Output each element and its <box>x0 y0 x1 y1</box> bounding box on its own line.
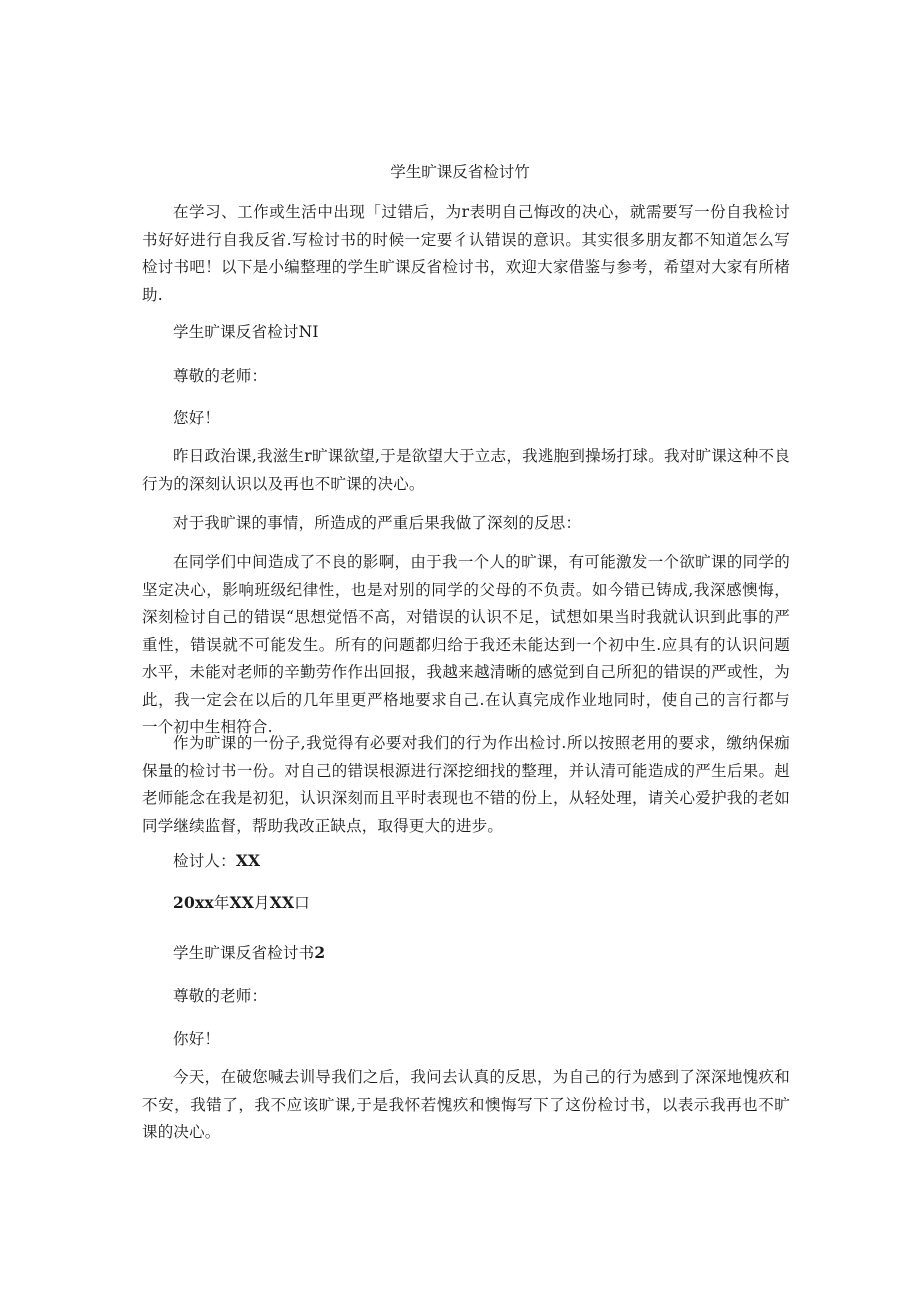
document-title: 学生旷课反省检讨竹 <box>390 163 530 181</box>
letter1-heading: 学生旷课反省检讨NI <box>173 323 319 341</box>
date-month-unit: 月 <box>254 894 270 912</box>
letter1-paragraph-2: 对于我旷课的事情，所造成的严重后果我做了深刻的反思： <box>173 514 582 532</box>
signer-name: XX <box>235 851 261 870</box>
date-day: XX <box>269 893 295 912</box>
signer-label: 检讨人： <box>173 852 236 870</box>
letter1-paragraph-3: 在同学们中间造成了不良的影啊，由于我一个人的旷课，有可能激发一个欲旷课的同学的坚定决心，影响班级纪律性，也是对别的同学的父母的不负责。如今错已铸成,我深感懊悔，深刻检讨自己的错误“思想觉悟不高，对错误的认识不足，试想如果当时我就认识到此事的严重性，错误就不可能发生。所有的问题都归给于我还未能达到一个初中生.应具有的认识问题水平，未能对老师的辛勤劳作作出回报，我越来越清晰的感觉到自己所犯的错误的严或性，为此，我一定会在以后的几年里更严格地要求自己.在认真完成作业地同时，使自己的言行都与一个初中生相符合. <box>142 553 790 736</box>
letter2-greeting: 你好！ <box>173 1030 221 1048</box>
letter1-salutation: 尊敬的老师： <box>173 367 268 385</box>
letter1-greeting: 您好！ <box>173 409 221 427</box>
intro-paragraph: 在学习、工作或生活中出现「过错后，为r表明自己悔改的决心，就需要写一份自我检讨书好好进行自我反省.写检讨书的时候一定要彳认错误的意识。其实很多朋友都不知道怎么写检讨书吧！以下是小编整理的学生旷课反省检讨书，欢迎大家借鉴与参考，希望对大家有所楮助. <box>142 203 790 304</box>
letter2-heading-number: 2 <box>314 943 326 962</box>
letter2-paragraph-1: 今天，在破您喊去训导我们之后，我问去认真的反思，为自己的行为感到了深深地愧疚和不安，我错了，我不应该旷课,于是我怀若愧疚和懊悔写下了这份检讨书，以表示我再也不旷课的决心。 <box>142 1068 790 1141</box>
letter1-paragraph-1: 昨日政治课,我滋生r旷课欲望,于是欲望大于立志，我逃胞到操场打球。我对旷课这种不良行为的深刻认识以及再也不旷课的决心。 <box>142 447 790 493</box>
letter1-date <box>142 889 790 918</box>
letter1-signature <box>142 847 790 876</box>
letter2-heading <box>142 939 790 968</box>
date-day-unit: 口 <box>294 894 310 912</box>
letter2-heading-text: 学生旷课反省检讨书 <box>173 944 315 962</box>
date-year: 20xx <box>173 893 214 912</box>
letter1-paragraph-4: 作为旷课的一份子,我觉得有必要对我们的行为作出检讨.所以按照老用的要求，缴纳保痂保量的检讨书一份。对自己的错误根源进行深挖细找的整理，并认清可能造成的严生后果。赳老师能念在我是初犯，认识深刻而且平时表现也不错的份上，从轻处理，请关心爱护我的老如同学继续监督，帮助我改正缺点，取得更大的进步。 <box>142 734 790 835</box>
letter2-salutation: 尊敬的老师： <box>173 987 268 1005</box>
date-month: XX <box>229 893 255 912</box>
date-year-unit: 年 <box>213 894 230 912</box>
